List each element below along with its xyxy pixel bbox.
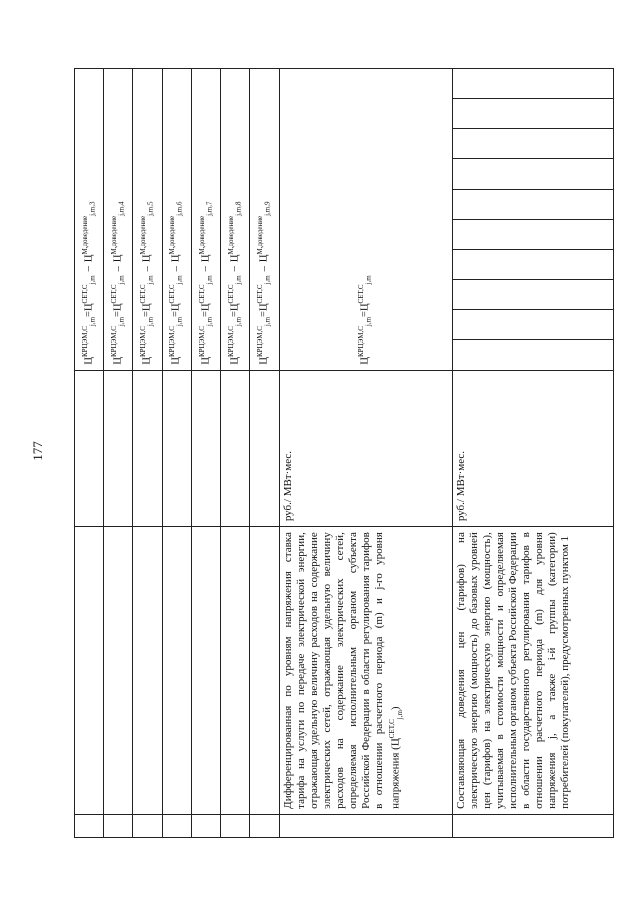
formula-sub: j,m,8 bbox=[234, 201, 243, 216]
superscript: СЕТ,С bbox=[387, 719, 396, 739]
formula-symbol: Ц bbox=[258, 357, 270, 365]
formula-eq: = bbox=[170, 311, 182, 317]
grid-cell bbox=[452, 99, 613, 129]
formula-minus: – bbox=[229, 266, 241, 272]
formula-sup: СЕТ,С bbox=[110, 284, 118, 304]
formula-sub: j,m,6 bbox=[176, 201, 184, 216]
formula-row bbox=[104, 69, 133, 838]
grid-cell bbox=[452, 340, 613, 370]
formula-eq: = bbox=[141, 311, 153, 317]
row-b-description: Составляющая доведения цен (тарифов) на электрическую энергию (мощность) до базовых уровней цен (тарифов) на электрическую энергию (мощность), учитываемая в стоимости мощности и определяемая исполнительным органом субъекта Российской Федерации в области государственного регулирования тарифов в отношении расчетного периода (m) для уровня напряжения j, а также i-й группы (категории) потребителей (покупателей), предусмотренных пунктом 1 bbox=[452, 527, 613, 815]
row-b-unit: руб./ МВт·мес. bbox=[454, 450, 467, 522]
table-cell bbox=[250, 370, 279, 527]
formula-minus: – bbox=[258, 266, 270, 272]
formula-row bbox=[75, 69, 104, 838]
formula-sup: М,доведение bbox=[168, 215, 177, 255]
formula-symbol: Ц bbox=[200, 303, 212, 312]
formula-sup: СЕТ,С bbox=[197, 284, 206, 304]
formula-cell bbox=[104, 69, 133, 371]
formula-sub: j,m bbox=[117, 316, 126, 327]
row-a-description bbox=[279, 527, 452, 815]
formula-sup: КРЦЭМ,С bbox=[226, 326, 235, 357]
table-cell bbox=[104, 527, 133, 815]
subscript: j,m bbox=[395, 710, 404, 720]
table-cell bbox=[133, 814, 162, 837]
table-cell bbox=[191, 527, 220, 815]
table-cell bbox=[221, 814, 250, 837]
formula-sub: j,m bbox=[364, 275, 373, 285]
formula-row bbox=[133, 69, 162, 838]
formula-sub: j,m,9 bbox=[263, 201, 272, 216]
formula-sub: j,m,3 bbox=[88, 201, 97, 216]
table-row bbox=[279, 69, 452, 838]
formula-symbol: Ц bbox=[112, 254, 124, 263]
formula-symbol: Ц bbox=[258, 254, 270, 263]
formula-sup: М,доведение bbox=[256, 215, 265, 255]
formula-rows bbox=[75, 69, 280, 838]
grid-cell bbox=[452, 219, 613, 249]
formula-sup: КРЦЭМ,С bbox=[256, 326, 265, 357]
formula-eq: = bbox=[229, 311, 241, 317]
formula-sup: КРЦЭМ,С bbox=[110, 326, 118, 357]
formula-sup: КРЦЭМ,С bbox=[80, 326, 89, 357]
formula-cell bbox=[221, 69, 250, 371]
formula-symbol: Ц bbox=[170, 254, 182, 263]
formula-symbol: Ц bbox=[229, 254, 241, 263]
formula-sub: j,m bbox=[88, 316, 97, 327]
formula-sub: j,m bbox=[234, 316, 243, 327]
grid-cell bbox=[452, 249, 613, 279]
formula-sub: j,m,4 bbox=[117, 201, 126, 216]
formula-eq: = bbox=[83, 311, 95, 317]
formula-sup: М,доведение bbox=[110, 215, 118, 255]
formula-sub: j,m,5 bbox=[146, 201, 155, 216]
formula-symbol: Ц bbox=[83, 357, 95, 365]
formula-sub: j,m,7 bbox=[205, 201, 214, 216]
formula-minus: – bbox=[112, 266, 124, 272]
formula-symbol: Ц bbox=[83, 254, 95, 263]
table-cell bbox=[75, 527, 104, 815]
tariff-table bbox=[74, 68, 614, 838]
grid-cell bbox=[452, 189, 613, 219]
table-cell bbox=[452, 814, 613, 837]
formula-cell bbox=[162, 69, 191, 371]
page-number: 177 bbox=[29, 441, 45, 461]
table-cell bbox=[250, 527, 279, 815]
formula-sup: КРЦЭМ,С bbox=[197, 326, 206, 357]
formula-minus: – bbox=[141, 266, 153, 272]
formula-symbol: Ц bbox=[200, 357, 212, 365]
row-a-unit-cell bbox=[279, 370, 452, 527]
formula-minus: – bbox=[170, 266, 182, 272]
formula-cell bbox=[133, 69, 162, 371]
formula-row bbox=[250, 69, 279, 838]
formula-cell bbox=[191, 69, 220, 371]
formula-row bbox=[162, 69, 191, 838]
formula-eq: = bbox=[258, 311, 270, 317]
formula-symbol: Ц bbox=[359, 303, 371, 312]
formula-sub: j,m bbox=[176, 316, 184, 327]
formula-sub: j,m bbox=[88, 275, 97, 285]
formula-symbol: Ц bbox=[141, 303, 153, 312]
table-cell bbox=[191, 370, 220, 527]
formula-eq: = bbox=[359, 311, 371, 317]
formula-cell bbox=[75, 69, 104, 371]
formula-eq: = bbox=[112, 311, 124, 317]
table-cell bbox=[191, 814, 220, 837]
formula-sup: КРЦЭМ,С bbox=[357, 326, 366, 357]
formula-row bbox=[221, 69, 250, 838]
formula-sub: j,m bbox=[146, 275, 155, 285]
symbol: Ц bbox=[389, 738, 402, 747]
formula-sup: КРЦЭМ,С bbox=[139, 326, 148, 357]
formula-sup: М,доведение bbox=[226, 215, 235, 255]
formula-sup: СЕТ,С bbox=[168, 284, 177, 304]
formula-sub: j,m bbox=[263, 316, 272, 327]
formula-symbol: Ц bbox=[83, 303, 95, 312]
formula-sub: j,m bbox=[364, 316, 373, 327]
formula-symbol: Ц bbox=[229, 303, 241, 312]
formula-eq: = bbox=[200, 311, 212, 317]
formula-sub: j,m bbox=[205, 316, 214, 327]
formula-symbol: Ц bbox=[112, 357, 124, 365]
table-row bbox=[452, 69, 613, 838]
formula-sup: М,доведение bbox=[197, 215, 206, 255]
formula-sub: j,m bbox=[176, 275, 184, 285]
formula-sup: М,доведение bbox=[139, 215, 148, 255]
table-cell bbox=[162, 814, 191, 837]
formula-sup: СЕТ,С bbox=[226, 284, 235, 304]
table-cell bbox=[133, 527, 162, 815]
formula-symbol: Ц bbox=[141, 357, 153, 365]
formula-minus: – bbox=[83, 266, 95, 272]
grid-cell bbox=[452, 69, 613, 99]
formula-sup: СЕТ,С bbox=[139, 284, 148, 304]
formula-sup: М,доведение bbox=[80, 215, 89, 255]
table-cell bbox=[75, 814, 104, 837]
formula-row bbox=[191, 69, 220, 838]
formula-symbol: Ц bbox=[112, 303, 124, 312]
row-a-formula-cell bbox=[279, 69, 452, 371]
table-cell bbox=[133, 370, 162, 527]
row-a-unit: руб./ МВт·мес. bbox=[281, 450, 294, 522]
row-a-description-text: Дифференцированная по уровням напряжения ставка тарифа на услуги по передаче электрической энергии, отражающая удельную величину расходов на содержание электрических сетей, отражающая удельную величину расходов на содержание электрических сетей, определяемая исполнительным органом субъекта Российской Федерации в области регулирования тарифов в отношении расчетного периода (m) и j-го уровня напряжения ( bbox=[281, 532, 402, 809]
formula-sub: j,m bbox=[146, 316, 155, 327]
formula-sub: j,m bbox=[263, 275, 272, 285]
formula-symbol: Ц bbox=[170, 357, 182, 365]
formula-sup: СЕТ,С bbox=[80, 284, 89, 304]
table-cell bbox=[221, 527, 250, 815]
table-cell bbox=[250, 814, 279, 837]
table-cell bbox=[221, 370, 250, 527]
formula-symbol: Ц bbox=[200, 254, 212, 263]
table-cell bbox=[162, 370, 191, 527]
grid-cell bbox=[452, 129, 613, 159]
formula-sup: СЕТ,С bbox=[357, 284, 366, 304]
formula-sup: СЕТ,С bbox=[256, 284, 265, 304]
formula-symbol: Ц bbox=[170, 303, 182, 312]
table-cell bbox=[104, 814, 133, 837]
formula-symbol: Ц bbox=[359, 357, 371, 365]
formula-symbol: Ц bbox=[141, 254, 153, 263]
grid-cell bbox=[452, 310, 613, 340]
rotated-table-wrapper bbox=[74, 68, 614, 838]
table-cell bbox=[279, 814, 452, 837]
formula-sub: j,m bbox=[117, 275, 126, 285]
closing-paren: ) bbox=[389, 706, 402, 711]
grid-cell bbox=[452, 280, 613, 310]
formula-sub: j,m bbox=[234, 275, 243, 285]
formula-sub: j,m bbox=[205, 275, 214, 285]
formula-symbol: Ц bbox=[229, 357, 241, 365]
formula-minus: – bbox=[200, 266, 212, 272]
formula-cell bbox=[250, 69, 279, 371]
table-cell bbox=[162, 527, 191, 815]
table-cell bbox=[75, 370, 104, 527]
formula-symbol: Ц bbox=[258, 303, 270, 312]
row-b-unit-cell bbox=[452, 370, 613, 527]
table-cell bbox=[104, 370, 133, 527]
grid-cell bbox=[452, 159, 613, 189]
formula-sup: КРЦЭМ,С bbox=[168, 326, 177, 357]
